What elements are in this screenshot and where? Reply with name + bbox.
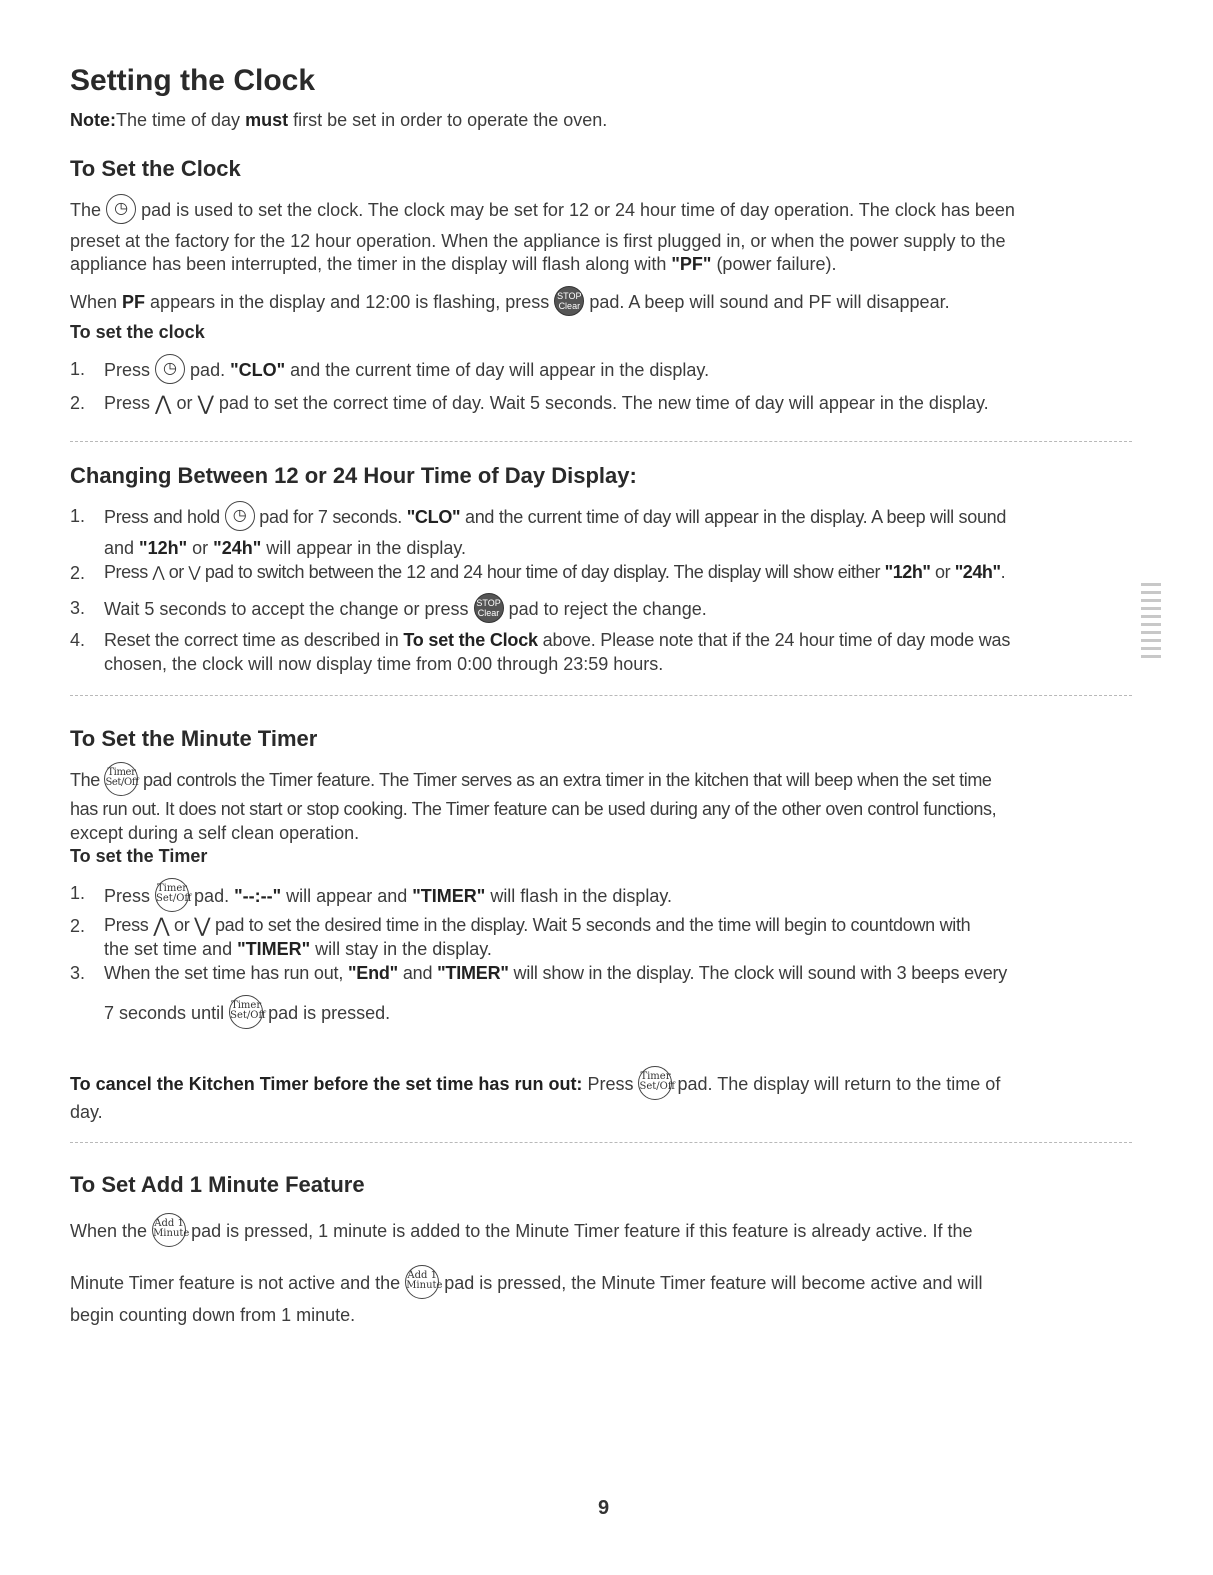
text-segment: pad.: [190, 359, 231, 380]
timer-step-2: [104, 913, 970, 938]
text-segment: the set time and: [104, 939, 238, 959]
step-number: 3.: [70, 963, 86, 983]
set-clock-step-2: [104, 391, 989, 416]
set-off-label: Set/Off: [230, 1010, 266, 1021]
add-minute-para-2: [70, 1267, 982, 1301]
text-segment: and the current time of day will appear in the display. A beep will sound: [460, 506, 1007, 527]
pf-label: "PF": [671, 254, 712, 274]
text-segment: will show in the display. The clock will sound with 3 beeps every: [508, 963, 1008, 983]
text-segment: pad to switch between the 12 and 24 hour time of day display. The display will show either: [204, 562, 885, 582]
section-divider: [70, 695, 1132, 696]
text-segment: The: [70, 199, 102, 220]
changing-step-4: [104, 628, 1010, 652]
section-divider: [70, 441, 1132, 442]
step-number: 1.: [70, 506, 86, 526]
text-segment: pad is pressed.: [268, 1002, 391, 1023]
text-segment: or: [168, 562, 184, 582]
up-arrow-icon: ⋀: [155, 393, 172, 416]
clock-pad-icon: ◷: [155, 354, 185, 384]
timer-set-off-pad-icon: [155, 878, 192, 912]
text-segment: pad is pressed, the Minute Timer feature will become active and will: [444, 1272, 983, 1293]
text-segment: or: [187, 538, 214, 558]
text-segment: pad to set the desired time in the display. Wait 5 seconds and the time will begin to countdown with: [214, 915, 971, 935]
add-label: Add 1: [407, 1270, 437, 1281]
text-segment: pad to reject the change.: [508, 598, 707, 619]
text-segment: The: [70, 769, 100, 790]
text-segment: (power failure).: [711, 254, 837, 274]
stop-label: STOP: [476, 598, 501, 608]
language-side-tab: [1138, 578, 1164, 718]
text-segment: pad.: [194, 885, 235, 906]
changing-step-2: [104, 560, 1005, 585]
text-segment: When the: [70, 1220, 148, 1241]
clock-pad-icon: ◷: [106, 194, 136, 224]
section-divider: [70, 1142, 1132, 1143]
note-label: Note:: [70, 110, 116, 130]
down-arrow-icon: ⋁: [197, 393, 214, 416]
heading-changing-display: Changing Between 12 or 24 Hour Time of Day Display:: [70, 463, 637, 488]
text-segment: pad for 7 seconds.: [259, 506, 407, 527]
down-arrow-icon: ⋁: [188, 564, 201, 582]
changing-step-1: [104, 503, 1006, 533]
timer-step-2-line-2: [104, 937, 492, 961]
text-segment: Reset the correct time as described in: [104, 630, 404, 650]
timer-step-1: [104, 880, 672, 914]
changing-step-4-line-2: chosen, the clock will now display time from 0:00 through 23:59 hours.: [104, 654, 664, 674]
text-segment: pad controls the Timer feature. The Timer serves as an extra timer in the kitchen that will beep when the set time: [143, 769, 992, 790]
down-arrow-icon: ⋁: [194, 915, 211, 938]
step-number: 1.: [70, 883, 86, 903]
step-number: 2.: [70, 393, 86, 413]
clock-pad-icon: ◷: [225, 501, 255, 531]
reference-link-text: To set the Clock: [403, 630, 538, 650]
set-off-label: Set/Off: [156, 893, 192, 904]
step-number: 1.: [70, 359, 86, 379]
heading-set-clock: To Set the Clock: [70, 156, 241, 181]
subheading-set-clock: To set the clock: [70, 322, 205, 342]
text-segment: pad. A beep will sound and PF will disappear.: [589, 291, 950, 312]
timer-set-off-pad-icon: [229, 995, 266, 1029]
timer-label: "TIMER": [237, 939, 311, 959]
text-segment: Press: [104, 915, 149, 935]
text-segment: or: [174, 915, 190, 935]
stop-clear-pad-icon: [554, 286, 584, 316]
text-segment: will appear in the display.: [261, 538, 467, 558]
text-segment: will stay in the display.: [310, 939, 492, 959]
text-segment: pad is used to set the clock. The clock may be set for 12 or 24 hour time of day operation. The clock has been: [141, 199, 1015, 220]
add-1-minute-pad-icon: [152, 1213, 190, 1247]
timer-set-off-pad-icon: [104, 762, 138, 796]
text-segment: above. Please note that if the 24 hour time of day mode was: [537, 630, 1011, 650]
cancel-timer-para-line-2: day.: [70, 1102, 103, 1122]
set-clock-para-2: [70, 288, 950, 318]
step-number: 2.: [70, 916, 86, 936]
timer-set-off-pad-icon: [638, 1066, 675, 1100]
clear-label: Clear: [558, 301, 581, 311]
page-number: 9: [598, 1497, 610, 1519]
cancel-heading: To cancel the Kitchen Timer before the set time has run out:: [70, 1073, 583, 1094]
page-title: Setting the Clock: [70, 64, 316, 97]
set-off-label: Set/Off: [105, 777, 139, 788]
add-minute-para-1: [70, 1215, 973, 1249]
dashes-display: "--:--": [234, 885, 282, 906]
text-segment: pad. The display will return to the time of: [677, 1073, 1001, 1094]
set-off-label: Set/Off: [639, 1081, 675, 1092]
set-clock-step-1: [104, 356, 709, 386]
minute-timer-para-1: [70, 764, 992, 798]
clo-label: "CLO": [230, 359, 286, 380]
timer-label: Timer: [157, 883, 188, 894]
text-segment: will flash in the display.: [485, 885, 673, 906]
mode-12h: "12h": [139, 538, 188, 558]
step-number: 2.: [70, 563, 86, 583]
text-segment: pad is pressed, 1 minute is added to the Minute Timer feature if this feature is already active. If the: [191, 1220, 973, 1241]
minute-label: Minute: [406, 1280, 443, 1291]
set-clock-para-1: [70, 196, 1015, 226]
text-segment: Press: [104, 885, 151, 906]
timer-step-3: [104, 961, 1007, 985]
text-segment: 7 seconds until: [104, 1002, 225, 1023]
note-text-2: first be set in order to operate the oven.: [288, 110, 608, 130]
note-must: must: [245, 110, 289, 130]
minute-label: Minute: [153, 1228, 190, 1239]
clo-label: "CLO": [406, 506, 461, 527]
minute-timer-para-1-line-2: has run out. It does not start or stop cooking. The Timer feature can be used during any of the other oven control functions,: [70, 799, 997, 819]
set-clock-para-1-line-3: [70, 252, 836, 276]
text-segment: Press: [582, 1073, 634, 1094]
text-segment: Press: [104, 562, 148, 582]
heading-add-minute: To Set Add 1 Minute Feature: [70, 1172, 365, 1197]
text-segment: Wait 5 seconds to accept the change or press: [104, 598, 469, 619]
add-minute-para-3: begin counting down from 1 minute.: [70, 1305, 356, 1325]
stop-clear-pad-icon: [474, 593, 504, 623]
text-segment: and: [104, 538, 140, 558]
note-text-1: The time of day: [116, 110, 246, 130]
minute-timer-para-1-line-3: except during a self clean operation.: [70, 823, 360, 843]
text-segment: and the current time of day will appear in the display.: [285, 359, 710, 380]
timer-label: "TIMER": [437, 963, 509, 983]
stop-label: STOP: [557, 291, 582, 301]
mode-24h: "24h": [213, 538, 262, 558]
text-segment: When the set time has run out,: [104, 963, 348, 983]
changing-step-3: [104, 595, 707, 625]
changing-step-1-line-2: [104, 536, 466, 560]
step-number: 4.: [70, 630, 86, 650]
text-segment: will appear and: [281, 885, 413, 906]
set-clock-para-1-line-2: preset at the factory for the 12 hour operation. When the appliance is first plugged in, or when the power supply to the: [70, 231, 1006, 251]
timer-label: Timer: [640, 1071, 671, 1082]
end-label: "End": [347, 963, 399, 983]
up-arrow-icon: ⋀: [153, 915, 170, 938]
cancel-timer-para: [70, 1068, 1000, 1102]
mode-12h: "12h": [884, 562, 931, 582]
text-segment: .: [1000, 562, 1006, 582]
add-1-minute-pad-icon: [405, 1265, 443, 1299]
subheading-set-timer: To set the Timer: [70, 846, 208, 866]
add-label: Add 1: [154, 1218, 184, 1229]
text-segment: Press and hold: [104, 506, 220, 527]
text-segment: Press: [104, 359, 151, 380]
timer-label: "TIMER": [412, 885, 486, 906]
text-segment: appears in the display and 12:00 is flashing, press: [145, 291, 550, 312]
heading-minute-timer: To Set the Minute Timer: [70, 726, 318, 751]
text-segment: Press: [104, 393, 151, 413]
text-segment: pad to set the correct time of day. Wait 5 seconds. The new time of day will appear in the display.: [218, 393, 989, 413]
pf-label: PF: [122, 291, 146, 312]
note-line: [70, 108, 607, 132]
text-segment: When: [70, 291, 123, 312]
text-segment: or: [176, 393, 193, 413]
timer-label: Timer: [107, 767, 136, 778]
clear-label: Clear: [477, 608, 500, 618]
up-arrow-icon: ⋀: [152, 564, 165, 582]
timer-step-3-line-2: [104, 997, 390, 1031]
text-segment: or: [930, 562, 955, 582]
text-segment: Minute Timer feature is not active and the: [70, 1272, 401, 1293]
mode-24h: "24h": [954, 562, 1001, 582]
text-segment: appliance has been interrupted, the timer in the display will flash along with: [70, 254, 672, 274]
timer-label: Timer: [231, 1000, 262, 1011]
text-segment: and: [398, 963, 438, 983]
step-number: 3.: [70, 598, 86, 618]
